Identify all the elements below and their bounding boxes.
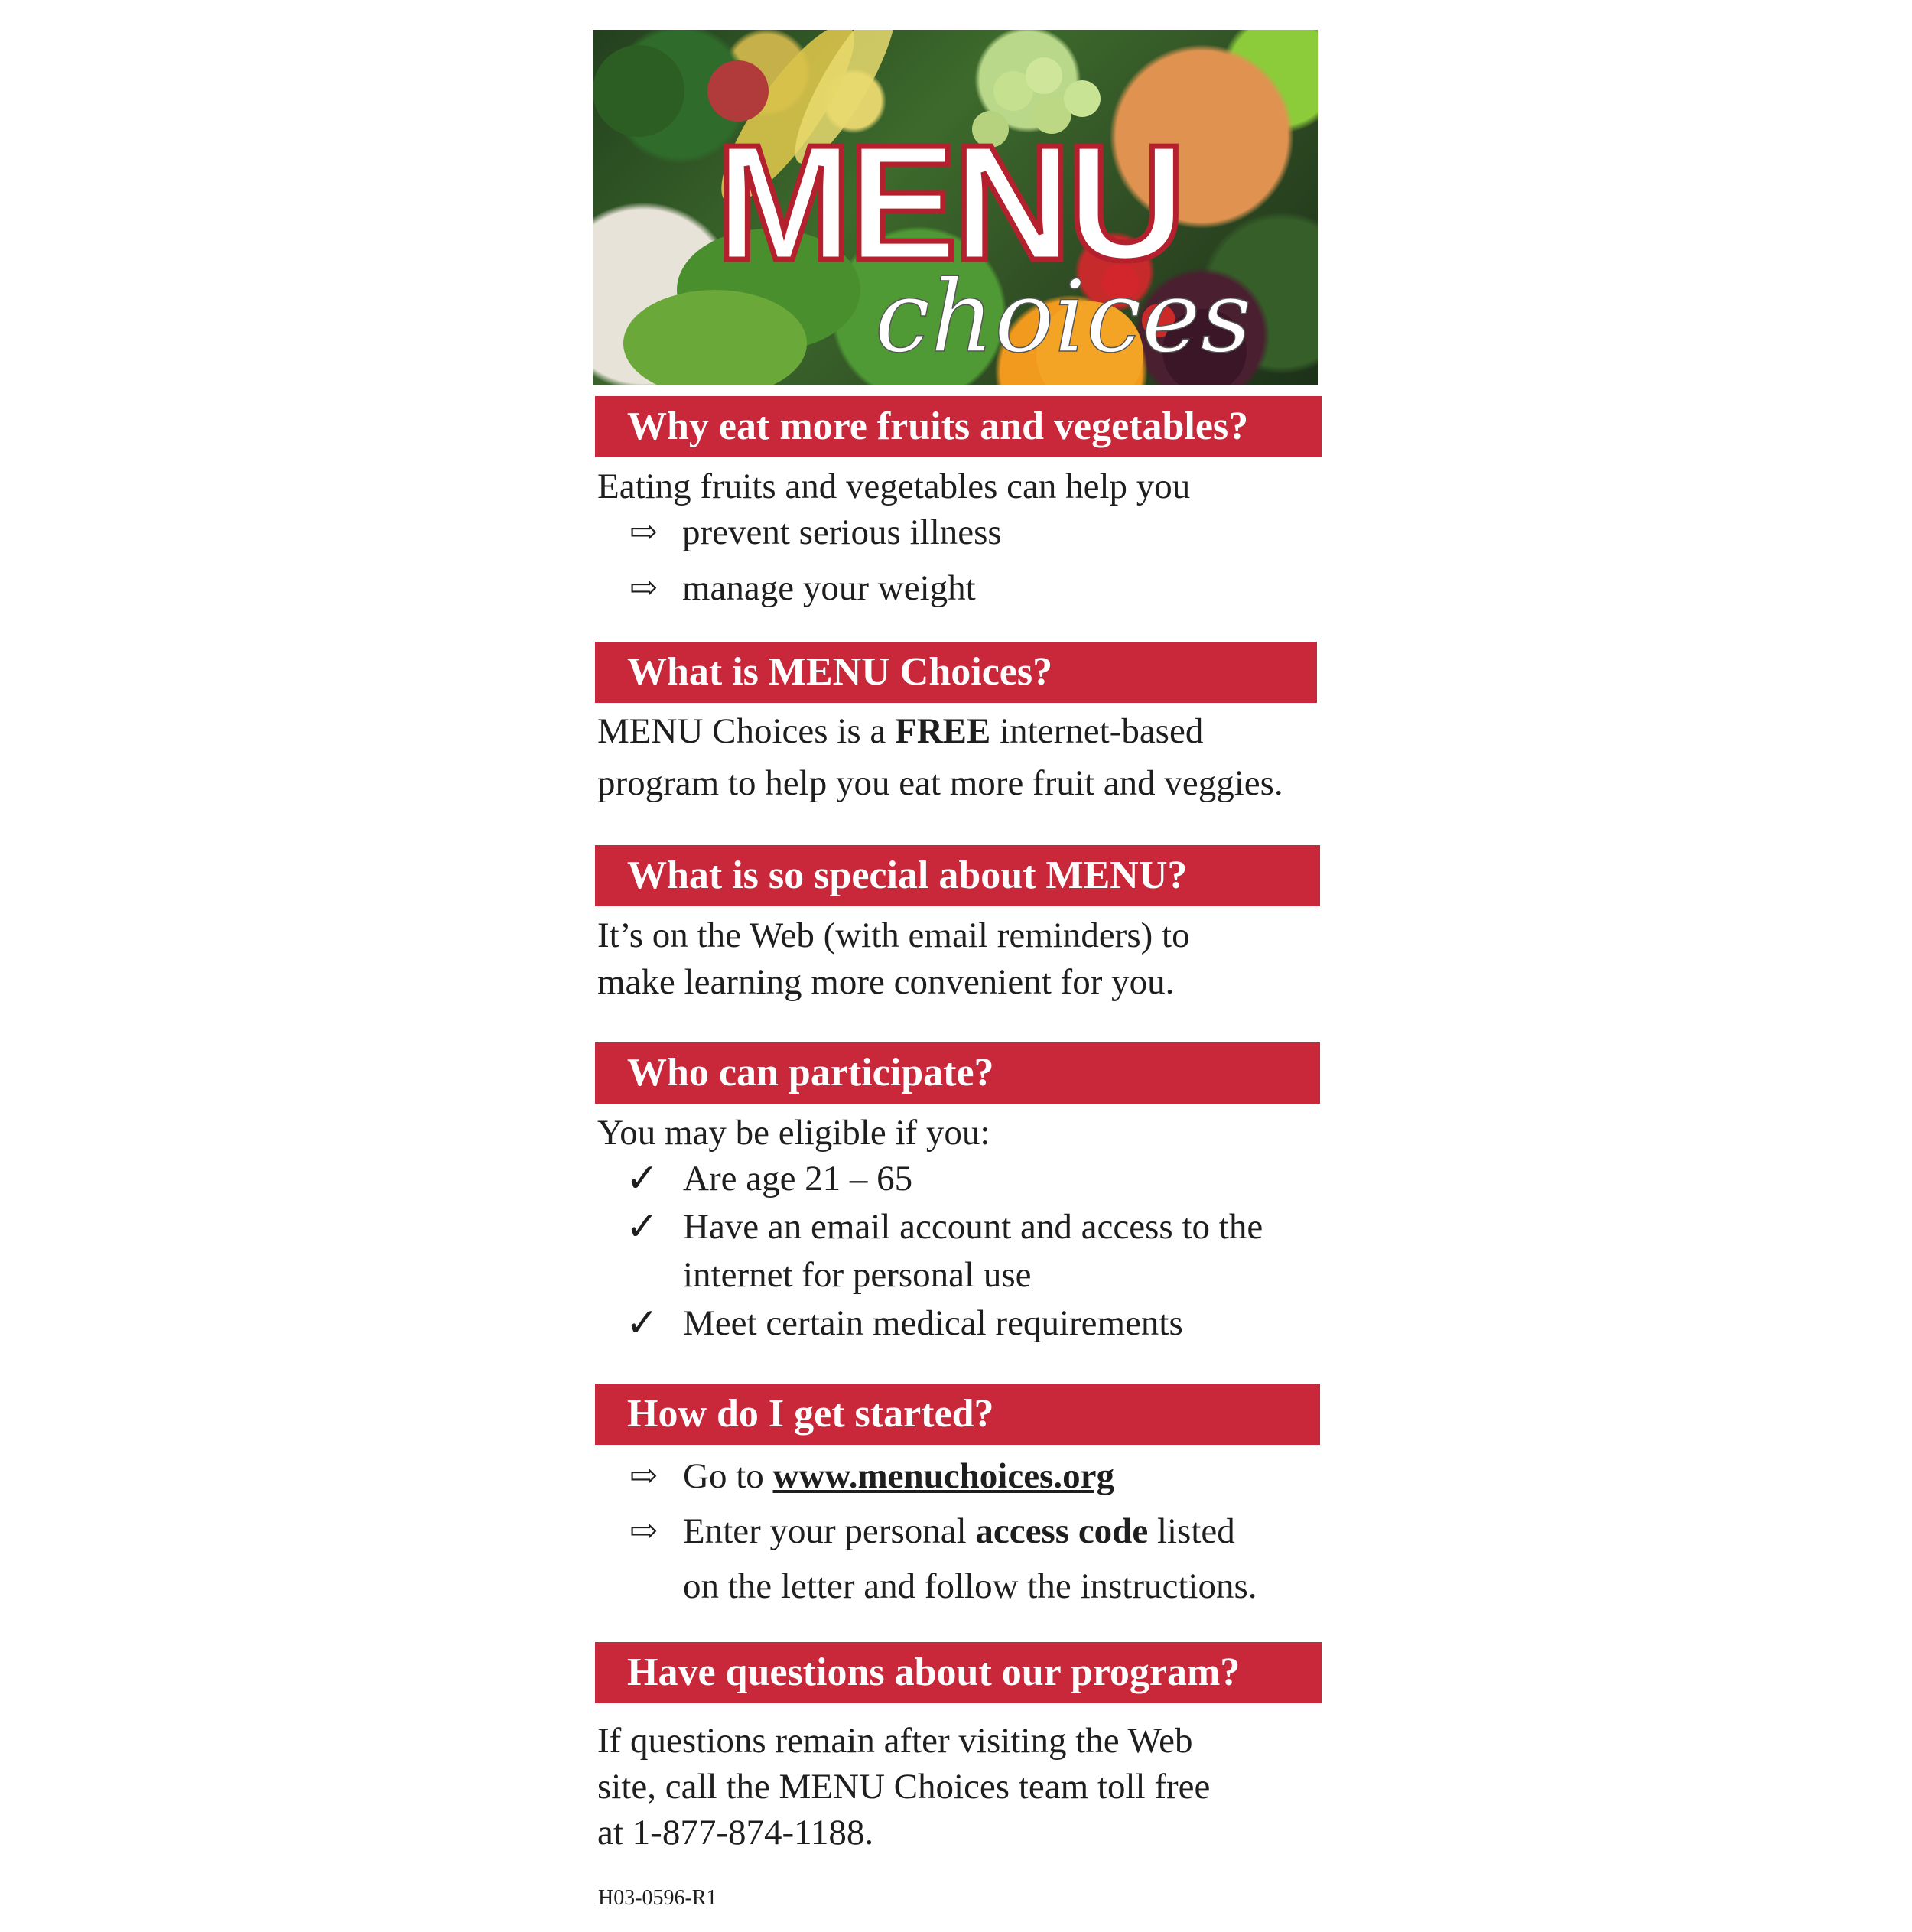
checkmark-icon: ✓: [626, 1156, 659, 1202]
what-line-2: program to help you eat more fruit and veggies.: [597, 763, 1283, 803]
logo: [593, 30, 1318, 385]
document-code: H03-0596-R1: [598, 1886, 717, 1910]
what-line-1: MENU Choices is a FREE internet-based: [597, 711, 1204, 751]
who-item-2-line-1: Have an email account and access to the: [683, 1207, 1263, 1247]
why-item-1: prevent serious illness: [682, 512, 1002, 552]
logo-menu-text: MENU: [715, 110, 1182, 294]
section-header-special: What is so special about MENU?: [595, 845, 1320, 906]
section-header-questions: Have questions about our program?: [595, 1642, 1322, 1703]
who-item-1: Are age 21 – 65: [683, 1159, 913, 1199]
right-arrow-icon: ⇨: [629, 513, 658, 551]
section-header-what: What is MENU Choices?: [595, 642, 1317, 703]
start-item-2-line-2: on the letter and follow the instructions.: [683, 1566, 1257, 1606]
start-item-2-line-1: Enter your personal access code listed: [683, 1511, 1235, 1551]
right-arrow-icon: ⇨: [629, 1457, 658, 1495]
checkmark-icon: ✓: [626, 1204, 659, 1250]
section-header-start: How do I get started?: [595, 1384, 1320, 1445]
logo-choices-text: choices: [874, 259, 1252, 375]
start-item-1: Go to www.menuchoices.org: [683, 1456, 1114, 1496]
why-item-2: manage your weight: [682, 568, 976, 608]
questions-line-3: at 1-877-874-1188.: [597, 1813, 874, 1852]
website-link[interactable]: www.menuchoices.org: [772, 1456, 1114, 1496]
why-intro: Eating fruits and vegetables can help you: [597, 467, 1191, 506]
section-header-who: Who can participate?: [595, 1042, 1320, 1104]
special-line-1: It’s on the Web (with email reminders) to: [597, 916, 1190, 955]
section-header-why: Why eat more fruits and vegetables?: [595, 396, 1322, 457]
who-intro: You may be eligible if you:: [597, 1113, 990, 1153]
right-arrow-icon: ⇨: [629, 569, 658, 607]
questions-line-1: If questions remain after visiting the Web: [597, 1721, 1193, 1761]
who-item-2-line-2: internet for personal use: [683, 1255, 1032, 1295]
special-line-2: make learning more convenient for you.: [597, 962, 1175, 1002]
checkmark-icon: ✓: [626, 1300, 659, 1346]
who-item-3: Meet certain medical requirements: [683, 1303, 1183, 1343]
hero-produce-image: [593, 30, 1318, 385]
right-arrow-icon: ⇨: [629, 1512, 658, 1550]
questions-line-2: site, call the MENU Choices team toll free: [597, 1767, 1211, 1807]
